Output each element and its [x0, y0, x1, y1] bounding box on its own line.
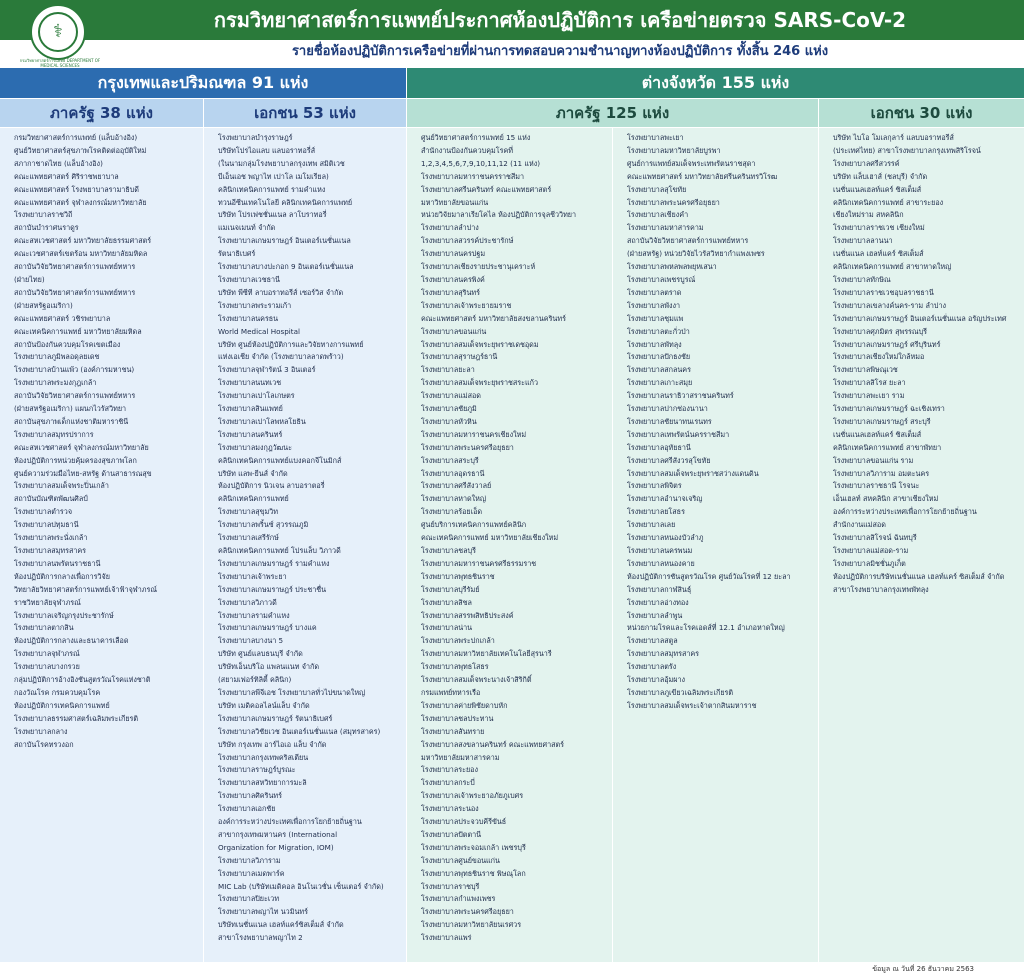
list-item: • โรงพยาบาลแม่สอด-ราม	[833, 545, 1020, 558]
list-item: • โรงพยาบาลมิชชั่นภูเก็ต	[833, 558, 1020, 571]
list-item: • ห้องปฏิบัติการกลางและธนาคารเลือด	[14, 635, 199, 648]
list-item: • เนชั่นแนลเฮลท์แคร์ ซิสเต็มส์	[833, 429, 1020, 442]
list-item: • โรงพยาบาลพระรามเก้า	[218, 300, 402, 313]
list-item: • โรงพยาบาลตราด	[627, 287, 814, 300]
list-item: • โรงพยาบาลมหาราชนครราชสีมา	[421, 171, 608, 184]
list-item: • โรงพยาบาลเชียงใหม่ใกล้หมอ	[833, 351, 1020, 364]
list-item: • โรงพยาบาลปัตตานี	[421, 829, 608, 842]
list-item: • คลินิกเทคนิคการแพทย์ โปรแล็บ วิภาวดี	[218, 545, 402, 558]
list-item: • โรงพยาบาลบุรีรัมย์	[421, 584, 608, 597]
list-item: • โรงพยาบาลเมดพาร์ค	[218, 868, 402, 881]
list-item: • โรงพยาบาลชุมแพ	[627, 313, 814, 326]
list-item: • โรงพยาบาลสมุทรสาคร	[627, 648, 814, 661]
list-item: • มหาวิทยาลัยมหาสารคาม	[421, 752, 608, 765]
list-item: • (ประเทศไทย) สาขาโรงพยาบาลกรุงเทพสิริโรจน์	[833, 145, 1020, 158]
list-item: • โรงพยาบาลบางกรวย	[14, 661, 199, 674]
list-item: • โรงพยาบาลสิโรส ยะลา	[833, 377, 1020, 390]
list-item: • โรงพยาบาลอุดรธานี	[421, 468, 608, 481]
list-item: • โรงพยาบาลพระนครศรีอยุธยา	[627, 197, 814, 210]
list-item: • โรงพยาบาลพัทลุง	[627, 339, 814, 352]
list-item: • โรงพยาบาลสิชล	[421, 597, 608, 610]
list-item: • โรงพยาบาลสระบุรี	[421, 455, 608, 468]
list-item: • องค์การระหว่างประเทศเพื่อการโยกย้ายถิ่นฐาน	[833, 506, 1020, 519]
list-item: • สถาบันวิจัยวิทยาศาสตร์การแพทย์ทหาร	[14, 390, 199, 403]
list-item: • โรงพยาบาลศรีสังวรสุโขทัย	[627, 455, 814, 468]
list-item: • โรงพยาบาลลานนา	[833, 235, 1020, 248]
list-item: • โรงพยาบาลเกษมราษฎร์ ประชาชื่น	[218, 584, 402, 597]
list-item: • โรงพยาบาลเกษมราษฎร์ สระบุรี	[833, 416, 1020, 429]
list-item: • โรงพยาบาลพิษณุเวช	[833, 364, 1020, 377]
list-item: • กรมแพทย์ทหารเรือ	[421, 687, 608, 700]
list-item: • โรงพยาบาลยโสธร	[627, 506, 814, 519]
list-bkk-private	[204, 128, 406, 962]
list-item: • โรงพยาบาลสมเด็จพระยุพราชสว่างแดนดิน	[627, 468, 814, 481]
list-item: • โรงพยาบาลวิภาวดี	[218, 597, 402, 610]
list-item: • โรงพยาบาลราชเวช เชียงใหม่	[833, 222, 1020, 235]
list-item: • โรงพยาบาลเจ้าพระยายมราช	[421, 300, 608, 313]
list-item: • โรงพยาบาลสมุทรปราการ	[14, 429, 199, 442]
column-header-bkk-public: ภาครัฐ 38 แห่ง	[0, 99, 203, 127]
list-item: • โรงพยาบาลเสรีรักษ์	[218, 532, 402, 545]
list-item: • โรงพยาบาลสันทราย	[421, 726, 608, 739]
list-item: • โรงพยาบาลสรรพสิทธิประสงค์	[421, 610, 608, 623]
list-item: • โรงพยาบาลหัวหิน	[421, 416, 608, 429]
list-item: • โรงพยาบาลตากสิน	[14, 622, 199, 635]
list-item: • บริษัท แล็บเฮาส์ (ชลบุรี) จำกัด	[833, 171, 1020, 184]
list-item: • บริษัท โปรเฟชชั่นแนล ลาโบราทอรี่	[218, 209, 402, 222]
list-item: • ห้องปฏิบัติการชันสูตรวัณโรค ศูนย์วัณโรคที่ 12 ยะลา	[627, 571, 814, 584]
list-bkk-public	[0, 128, 203, 962]
list-item: • โรงพยาบาลพุทธชินราช พิษณุโลก	[421, 868, 608, 881]
list-item: • ห้องปฏิบัติการ นิวเจน ลาบอราตอรี่	[218, 480, 402, 493]
list-item: • โรงพยาบาลเปาโลพหลโยธิน	[218, 416, 402, 429]
list-item: • โรงพยาบาลลำพูน	[627, 610, 814, 623]
list-item: • โรงพยาบาลเลย	[627, 519, 814, 532]
list-item: • โรงพยาบาลมหาราชนครศรีธรรมราช	[421, 558, 608, 571]
list-item: • โรงพยาบาลมหาวิทยาลัยบูรพา	[627, 145, 814, 158]
list-item: • โรงพยาบาลสหวิทยาการมะลิ	[218, 777, 402, 790]
list-item: • โรงพยาบาลราชธานี โรจนะ	[833, 480, 1020, 493]
list-item: • โรงพยาบาลศูนย์ขอนแก่น	[421, 855, 608, 868]
list-item: • สถาบันวิจัยวิทยาศาสตร์การแพทย์ทหาร	[14, 287, 199, 300]
list-item: • โรงพยาบาลแพร่	[421, 932, 608, 945]
list-item: • สาขาโรงพยาบาลกรุงเทพพัทลุง	[833, 584, 1020, 597]
list-item: • คณะเทคนิคการแพทย์ มหาวิทยาลัยมหิดล	[14, 326, 199, 339]
list-item: • โรงพยาบาลนครินทร์	[218, 429, 402, 442]
list-item: • โรงพยาบาลเกษมราษฎร์ อินเตอร์เนชั่นแนล	[218, 235, 402, 248]
list-item: • โรงพยาบาลตรัง	[627, 661, 814, 674]
list-item: • โรงพยาบาลเกษมราษฎร์ อินเตอร์เนชั่นแนล อรัญประเทศ	[833, 313, 1020, 326]
list-item: • โรงพยาบาลสุโขทัย	[627, 184, 814, 197]
list-item: • เอ็นเฮลท์ สหคลินิก สาขาเชียงใหม่	[833, 493, 1020, 506]
list-item: • ห้องปฏิบัติการบริษัทเนชั่นแนล เฮลท์แคร์ ซิสเต็มส์ จำกัด	[833, 571, 1020, 584]
list-item: • ห้องปฏิบัติการเทคนิคการแพทย์	[14, 700, 199, 713]
list-item: • โรงพยาบาลพิจิตร	[627, 480, 814, 493]
list-item: • 1,2,3,4,5,6,7,9,10,11,12 (11 แห่ง)	[421, 158, 608, 171]
list-item: • คลินิกเทคนิคการแพทย์ รามคำแหง	[218, 184, 402, 197]
page-title: กรมวิทยาศาสตร์การแพทย์ประกาศห้องปฏิบัติการ เครือข่ายตรวจ SARS-CoV-2	[213, 8, 907, 32]
list-item: • คลินิกเทคนิคการแพทย์ สาขาหาดใหญ่	[833, 261, 1020, 274]
list-item: • โรงพยาบาลพระปกเกล้า	[421, 635, 608, 648]
list-item: • โรงพยาบาลเวชธานี	[218, 274, 402, 287]
list-item: • สถาบันโรคทรวงอก	[14, 739, 199, 752]
list-item: • โรงพยาบาลเชียงคำ	[627, 209, 814, 222]
list-item: • โรงพยาบาลราชวิถี	[14, 209, 199, 222]
list-item: • โรงพยาบาลราชเวชอุบลราชธานี	[833, 287, 1020, 300]
list-item: • โรงพยาบาลบ้านแพ้ว (องค์การมหาชน)	[14, 364, 199, 377]
logo-caption: กรมวิทยาศาสตร์การแพทย์ DEPARTMENT OF MEDICAL SCIENCES	[19, 58, 101, 68]
list-item: • โรงพยาบาลเทพรัตน์นครราชสีมา	[627, 429, 814, 442]
list-item: • ราชวิทยาลัยจุฬาภรณ์	[14, 597, 199, 610]
list-item: • โรงพยาบาลขอนแก่น ราม	[833, 455, 1020, 468]
list-item: • คณะแพทยศาสตร์ จุฬาลงกรณ์มหาวิทยาลัย	[14, 197, 199, 210]
list-item: • โรงพยาบาลภูมิพลอดุลยเดช	[14, 351, 199, 364]
list-item: • คณะสหเวชศาสตร์ มหาวิทยาลัยธรรมศาสตร์	[14, 235, 199, 248]
list-item: • โรงพยาบาลจุฬารัตน์ 3 อินเตอร์	[218, 364, 402, 377]
list-item: • โรงพยาบาลพระนครศรีอยุธยา	[421, 906, 608, 919]
list-item: • กลุ่มปฏิบัติการอ้างอิงชันสูตรวัณโรคแห่งชาติ	[14, 674, 199, 687]
list-item: • บริษัทโปรไอแลบ แลบอราทอรี่ส์	[218, 145, 402, 158]
list-item: • โรงพยาบาลจุฬาภรณ์	[14, 648, 199, 661]
list-item: • โรงพยาบาลสวรรค์ประชารักษ์	[421, 235, 608, 248]
list-item: • โรงพยาบาลปักธงชัย	[627, 351, 814, 364]
list-item: • คณะแพทยศาสตร์ ศิริราชพยาบาล	[14, 171, 199, 184]
list-item: • โรงพยาบาลศรีสวรรค์	[833, 158, 1020, 171]
list-item: • สาขาโรงพยาบาลพญาไท 2	[218, 932, 402, 945]
list-item: • โรงพยาบาลอำนาจเจริญ	[627, 493, 814, 506]
list-item: • โรงพยาบาลอุทัยธานี	[627, 442, 814, 455]
list-item: • โรงพยาบาลนพรัตนราชธานี	[14, 558, 199, 571]
list-item: • บริษัท ศูนย์แลบธนบุรี จำกัด	[218, 648, 402, 661]
list-item: • โรงพยาบาลราษฎร์บูรณะ	[218, 764, 402, 777]
list-item: • โรงพยาบาลสมเด็จพระปิ่นเกล้า	[14, 480, 199, 493]
list-item: • สถาบันสุขภาพเด็กแห่งชาติมหาราชินี	[14, 416, 199, 429]
list-item: • โรงพยาบาลพังงา	[627, 300, 814, 313]
list-item: • สถาบันป้องกันควบคุมโรคเขตเมือง	[14, 339, 199, 352]
list-item: • สำนักงานป้องกันควบคุมโรคที่	[421, 145, 608, 158]
list-item: • โรงพยาบาลภูเขียวเฉลิมพระเกียรติ	[627, 687, 814, 700]
list-item: • โรงพยาบาลราชบุรี	[421, 881, 608, 894]
list-item: • โรงพยาบาลทักษิณ	[833, 274, 1020, 287]
list-item: • โรงพยาบาลวิภาราม อมตะนคร	[833, 468, 1020, 481]
list-item: • บริษัท ศูนย์ห้องปฏิบัติการและวิจัยทางการแพทย์	[218, 339, 402, 352]
list-item: • เนชั่นแนล เฮลท์แคร์ ซิสเต็มส์	[833, 248, 1020, 261]
list-item: • โรงพยาบาลพุทธชินราช	[421, 571, 608, 584]
list-item: • (ฝ่ายสหรัฐ) หน่วยวิจัยไวรัสวิทยากำแพงเพชร	[627, 248, 814, 261]
list-item: • โรงพยาบาลนครธน	[218, 313, 402, 326]
list-item: • โรงพยาบาลนครพิงค์	[421, 274, 608, 287]
list-item: • โรงพยาบาลเกาะสมุย	[627, 377, 814, 390]
list-item: • คณะแพทยศาสตร์ มหาวิทยาลัยสงขลานครินทร์	[421, 313, 608, 326]
list-item: • แห่งเอเชีย จำกัด (โรงพยาบาลลาดพร้าว)	[218, 351, 402, 364]
list-item: • (สยามเฟอร์ทิลิตี้ คลินิก)	[218, 674, 402, 687]
list-item: • โรงพยาบาลกระบี่	[421, 777, 608, 790]
list-item: • โรงพยาบาลยะลา	[421, 364, 608, 377]
list-item: • โรงพยาบาลมงกุฎวัฒนะ	[218, 442, 402, 455]
list-item: • ห้องปฏิบัติการหน่วยคุ้มครองสุขภาพโลก	[14, 455, 199, 468]
list-item: • บริษัท เมดิคอลไลน์แล็บ จำกัด	[218, 700, 402, 713]
list-item: • โรงพยาบาลพระจอมเกล้า เพชรบุรี	[421, 842, 608, 855]
list-item: • โรงพยาบาลเกษมราษฎร์ รัตนาธิเบศร์	[218, 713, 402, 726]
list-item: • โรงพยาบาลปากช่องนานา	[627, 403, 814, 416]
page-subtitle: รายชื่อห้องปฏิบัติการเครือข่ายที่ผ่านการทดสอบความชำนาญทางห้องปฏิบัติการ ทั้งสิ้น 246 แห่ง	[291, 44, 829, 59]
list-item: • คลินิกเทคนิคการแพทย์แบงคอกจีโนมิกส์	[218, 455, 402, 468]
list-item: • โรงพยาบาลสุขุมวิท	[218, 506, 402, 519]
list-item: • โรงพยาบาลพะเยา	[627, 132, 814, 145]
list-item: • โรงพยาบาลพญาไท นวมินทร์	[218, 906, 402, 919]
list-item: • ศูนย์วิทยาศาสตร์การแพทย์ 15 แห่ง	[421, 132, 608, 145]
list-item: • เนชั่นแนลเฮลท์แคร์ ซิสเต็มส์	[833, 184, 1020, 197]
list-item: • (ฝ่ายสหรัฐอเมริกา)	[14, 300, 199, 313]
list-item: • คณะสหเวชศาสตร์ จุฬาลงกรณ์มหาวิทยาลัย	[14, 442, 199, 455]
list-item: • โรงพยาบาลตำรวจ	[14, 506, 199, 519]
list-item: • ศูนย์การแพทย์สมเด็จพระเทพรัตนราชสุดา	[627, 158, 814, 171]
list-item: • คลินิกเทคนิคการแพทย์ สาขาพัทยา	[833, 442, 1020, 455]
list-item: • โรงพยาบาลประจวบคีรีขันธ์	[421, 816, 608, 829]
footer-date: ข้อมูล ณ วันที่ 26 ธันวาคม 2563	[872, 965, 974, 973]
list-item: • องค์การระหว่างประเทศเพื่อการโยกย้ายถิ่นฐาน	[218, 816, 402, 829]
list-item: • (ฝ่ายไทย)	[14, 274, 199, 287]
list-item: • บริษัทเอ็นบริโอ แพลนแนท จำกัด	[218, 661, 402, 674]
list-item: • MIC Lab (บริษัทเมดิคอล อินโนเวชั่น เซ็นเตอร์ จำกัด)	[218, 881, 402, 894]
list-item: • โรงพยาบาลร้อยเอ็ด	[421, 506, 608, 519]
list-item: • โรงพยาบาลวิภาราม	[218, 855, 402, 868]
list-item: • โรงพยาบาลมหาวิทยาลัยนเรศวร	[421, 919, 608, 932]
list-item: • โรงพยาบาลเอกชัย	[218, 803, 402, 816]
list-item: • โรงพยาบาลสมเด็จพระยุพราชสระแก้ว	[421, 377, 608, 390]
list-item: • โรงพยาบาลขอนแก่น	[421, 326, 608, 339]
list-item: • บริษัท ไบโอ โมเลกุลาร์ แลบบอราทอรีส์	[833, 132, 1020, 145]
list-item: • โรงพยาบาลเจริญกรุงประชารักษ์	[14, 610, 199, 623]
list-item: • โรงพยาบาลพริ้นซ์ สุวรรณภูมิ	[218, 519, 402, 532]
list-item: • โรงพยาบาลเชียงรายประชานุเคราะห์	[421, 261, 608, 274]
logo-emblem-icon: ⚕	[38, 12, 78, 52]
list-item: • โรงพยาบาลอ่างทอง	[627, 597, 814, 610]
list-item: • แมเนจเมนท์ จำกัด	[218, 222, 402, 235]
header	[0, 0, 1024, 66]
list-item: • ห้องปฏิบัติการกลางเพื่อการวิจัย	[14, 571, 199, 584]
list-item: • คณะเวชศาสตร์เขตร้อน มหาวิทยาลัยมหิดล	[14, 248, 199, 261]
list-item: • สภากาชาดไทย (แล็บอ้างอิง)	[14, 158, 199, 171]
list-item: • โรงพยาบาลพระนครศรีอยุธยา	[421, 442, 608, 455]
list-item: • กรมวิทยาศาสตร์การแพทย์ (แล็บอ้างอิง)	[14, 132, 199, 145]
list-item: • โรงพยาบาลลำปาง	[421, 222, 608, 235]
list-item: • โรงพยาบาลระนอง	[421, 803, 608, 816]
list-item: • โรงพยาบาลอุ้มผาง	[627, 674, 814, 687]
list-item: • (ในนามกลุ่มโรงพยาบาลกรุงเทพ สมิติเวช	[218, 158, 402, 171]
list-item: • โรงพยาบาลศรีนครินทร์ คณะแพทยศาสตร์	[421, 184, 608, 197]
list-item: • โรงพยาบาลพหลพลพยุหเสนา	[627, 261, 814, 274]
list-item: • โรงพยาบาลมหาสารคาม	[627, 222, 814, 235]
list-item: • (ฝ่ายสหรัฐอเมริกา) แผนกไวรัสวิทยา	[14, 403, 199, 416]
list-item: • โรงพยาบาลบางปะกอก 9 อินเตอร์เนชั่นแนล	[218, 261, 402, 274]
list-item: • โรงพยาบาลเกษมราษฎร์ ศรีบุรินทร์	[833, 339, 1020, 352]
list-item: • โรงพยาบาลมหาราชนครเชียงใหม่	[421, 429, 608, 442]
list-item: • โรงพยาบาลหนองบัวลำภู	[627, 532, 814, 545]
list-item: • โรงพยาบาลศิครินทร์	[218, 790, 402, 803]
list-item: • โรงพยาบาลเกษมราษฎร์ ฉะเชิงเทรา	[833, 403, 1020, 416]
list-item: • โรงพยาบาลปิยะเวท	[218, 893, 402, 906]
list-item: • โรงพยาบาลกลาง	[14, 726, 199, 739]
list-item: • โรงพยาบาลชลบุรี	[421, 545, 608, 558]
list-item: • คณะเทคนิคการแพทย์ มหาวิทยาลัยเชียงใหม่	[421, 532, 608, 545]
list-item: • บริษัท แลพ-ยีนส์ จำกัด	[218, 468, 402, 481]
list-item: • บริษัท พีซีที ลาบอราทอรีส์ เซอร์วิส จำกัด	[218, 287, 402, 300]
list-item: • ศูนย์ความร่วมมือไทย-สหรัฐ ด้านสาธารณสุข	[14, 468, 199, 481]
list-item: • โรงพยาบาลสุรินทร์	[421, 287, 608, 300]
list-item: • โรงพยาบาลชัยนาทนเรนทร	[627, 416, 814, 429]
list-item: • World Medical Hospital	[218, 326, 402, 339]
list-item: • คณะแพทยศาสตร์ โรงพยาบาลรามาธิบดี	[14, 184, 199, 197]
list-item: • โรงพยาบาลนครปฐม	[421, 248, 608, 261]
list-item: • โรงพยาบาลสงขลานครินทร์ คณะแพทยศาสตร์	[421, 739, 608, 752]
list-item: • โรงพยาบาลเกษมราษฎร์ รามคำแหง	[218, 558, 402, 571]
list-item: • โรงพยาบาลค่ายพิชัยดาบหัก	[421, 700, 608, 713]
list-item: • ทวนอีซีนเทคโนโลยี คลินิกเทคนิคการแพทย์	[218, 197, 402, 210]
list-item: • โรงพยาบาลสิโรจน์ ฉันทบุรี	[833, 532, 1020, 545]
list-item: • โรงพยาบาลกาฬสินธุ์	[627, 584, 814, 597]
list-item: • วิทยาลัยวิทยาศาสตร์การแพทย์เจ้าฟ้าจุฬาภรณ์	[14, 584, 199, 597]
list-item: • สถาบันบำราศนราดูร	[14, 222, 199, 235]
list-item: • โรงพยาบาลวิชัยเวช อินเตอร์เนชั่นแนล (สมุทรสาคร)	[218, 726, 402, 739]
region-header-bangkok: กรุงเทพและปริมณฑล 91 แห่ง	[0, 68, 406, 98]
list-prov-public-a	[407, 128, 612, 962]
list-item: • โรงพยาบาลบางนา 5	[218, 635, 402, 648]
list-item: • โรงพยาบาลหนองคาย	[627, 558, 814, 571]
list-item: • โรงพยาบาลสตูล	[627, 635, 814, 648]
list-item: • โรงพยาบาลหาดใหญ่	[421, 493, 608, 506]
column-header-bkk-private: เอกชน 53 แห่ง	[204, 99, 406, 127]
list-item: • โรงพยาบาลปทุมธานี	[14, 519, 199, 532]
list-item: • โรงพยาบาลนครพนม	[627, 545, 814, 558]
list-item: • โรงพยาบาลเจ้าพระยา	[218, 571, 402, 584]
list-item: • คณะแพทยศาสตร์ มหาวิทยาลัยศรีนครินทรวิโรฒ	[627, 171, 814, 184]
list-item: • โรงพยาบาลรามคำแหง	[218, 610, 402, 623]
list-item: • คลินิกเทคนิคการแพทย์	[218, 493, 402, 506]
list-item: • Organization for Migration, IOM)	[218, 842, 402, 855]
list-item: • โรงพยาบาลเปาโลเกษตร	[218, 390, 402, 403]
list-item: • สำนักงานแม่สอด	[833, 519, 1020, 532]
list-item: • โรงพยาบาลแม่สอด	[421, 390, 608, 403]
list-prov-public-b	[613, 128, 818, 962]
list-item: • โรงพยาบาลเพชรบูรณ์	[627, 274, 814, 287]
list-item: • โรงพยาบาลตะกั่วป่า	[627, 326, 814, 339]
list-item: • โรงพยาบาลสมเด็จพระยุพราชเดชอุดม	[421, 339, 608, 352]
list-item: • โรงพยาบาลสมุทรสาคร	[14, 545, 199, 558]
list-item: • กองวัณโรค กรมควบคุมโรค	[14, 687, 199, 700]
list-item: • มหาวิทยาลัยขอนแก่น	[421, 197, 608, 210]
list-item: • บริษัทเนชั่นแนล เฮลท์แคร์ซิสเต็มส์ จำกัด	[218, 919, 402, 932]
list-item: • โรงพยาบาลระยอง	[421, 764, 608, 777]
list-item: • โรงพยาบาลพระมงกุฎเกล้า	[14, 377, 199, 390]
list-item: • โรงพยาบาลชลประทาน	[421, 713, 608, 726]
list-item: • โรงพยาบาลกำแพงเพชร	[421, 893, 608, 906]
department-logo	[30, 4, 86, 60]
region-header-provinces: ต่างจังหวัด 155 แห่ง	[407, 68, 1024, 98]
column-header-prov-public: ภาครัฐ 125 แห่ง	[407, 99, 818, 127]
list-item: • โรงพยาบาลชัยภูมิ	[421, 403, 608, 416]
list-item: • บีเอ็นเอช พญาไท เปาโล เมโมเรียล)	[218, 171, 402, 184]
list-item: • เชียงใหม่ราม สหคลินิก	[833, 209, 1020, 222]
list-item: • บริษัท กรุงเทพ อาร์ไอเอ แล็บ จำกัด	[218, 739, 402, 752]
list-item: • โรงพยาบาลพะเยา ราม	[833, 390, 1020, 403]
list-item: • ศูนย์วิทยาศาสตร์สุขภาพโรคติดต่ออุบัติใหม่	[14, 145, 199, 158]
list-item: • โรงพยาบาลน่าน	[421, 622, 608, 635]
list-item: • หน่วยวิจัยมาลาเรียโคไล ห้องปฏิบัติการจุลชีววิทยา	[421, 209, 608, 222]
list-item: • สถาบันวิจัยวิทยาศาสตร์การแพทย์ทหาร	[14, 261, 199, 274]
list-item: • โรงพยาบาลเกษมราษฎร์ บางแค	[218, 622, 402, 635]
list-prov-private	[819, 128, 1024, 962]
list-item: • ศูนย์บริการเทคนิคการแพทย์คลินิก	[421, 519, 608, 532]
list-item: • รัตนาธิเบศร์	[218, 248, 402, 261]
list-item: • สถาบันบัณฑิตพัฒนศิลป์	[14, 493, 199, 506]
list-item: • โรงพยาบาลพุทธโสธร	[421, 661, 608, 674]
list-item: • โรงพยาบาลมหาวิทยาลัยเทคโนโลยีสุรนารี	[421, 648, 608, 661]
list-item: • คลินิกเทคนิคการแพทย์ สาขาระยอง	[833, 197, 1020, 210]
list-item: • โรงพยาบาลศุภมิตร สุพรรณบุรี	[833, 326, 1020, 339]
list-item: • สถาบันวิจัยวิทยาศาสตร์การแพทย์ทหาร	[627, 235, 814, 248]
list-item: • โรงพยาบาลสินแพทย์	[218, 403, 402, 416]
list-item: • โรงพยาบาลกรุงเทพคริสเตียน	[218, 752, 402, 765]
list-item: • โรงพยาบาลสมเด็จพระนางเจ้าสิริกิติ์	[421, 674, 608, 687]
list-item: • โรงพยาบาลนราธิวาสราชนครินทร์	[627, 390, 814, 403]
list-item: • สาขากรุงเทพมหานคร (International	[218, 829, 402, 842]
list-item: • โรงพยาบาลนนทเวช	[218, 377, 402, 390]
list-item: • โรงพยาบาลเขลางค์นคร-ราม ลำปาง	[833, 300, 1020, 313]
list-item: • หน่วยกามโรคและโรคเอดส์ที่ 12.1 อำเภอหาดใหญ่	[627, 622, 814, 635]
list-item: • โรงพยาบาลสมเด็จพระเจ้าตากสินมหาราช	[627, 700, 814, 713]
column-header-prov-private: เอกชน 30 แห่ง	[819, 99, 1024, 127]
list-item: • โรงพยาบาลเจ้าพระยาอภัยภูเบศร	[421, 790, 608, 803]
list-item: • โรงพยาบาลพีจีเอช โรงพยาบาลทั่วไปขนาดใหญ่	[218, 687, 402, 700]
list-item: • โรงพยาบาลศรีสังวาลย์	[421, 480, 608, 493]
list-item: • โรงพยาบาลสกลนคร	[627, 364, 814, 377]
list-item: • โรงพยาบาลสุราษฎร์ธานี	[421, 351, 608, 364]
list-item: • โรงพยาบาลพระนั่งเกล้า	[14, 532, 199, 545]
list-item: • คณะแพทยศาสตร์ วชิรพยาบาล	[14, 313, 199, 326]
list-item: • โรงพยาบาลบำรุงราษฎร์	[218, 132, 402, 145]
list-item: • โรงพยาบาลธรรมศาสตร์เฉลิมพระเกียรติ	[14, 713, 199, 726]
